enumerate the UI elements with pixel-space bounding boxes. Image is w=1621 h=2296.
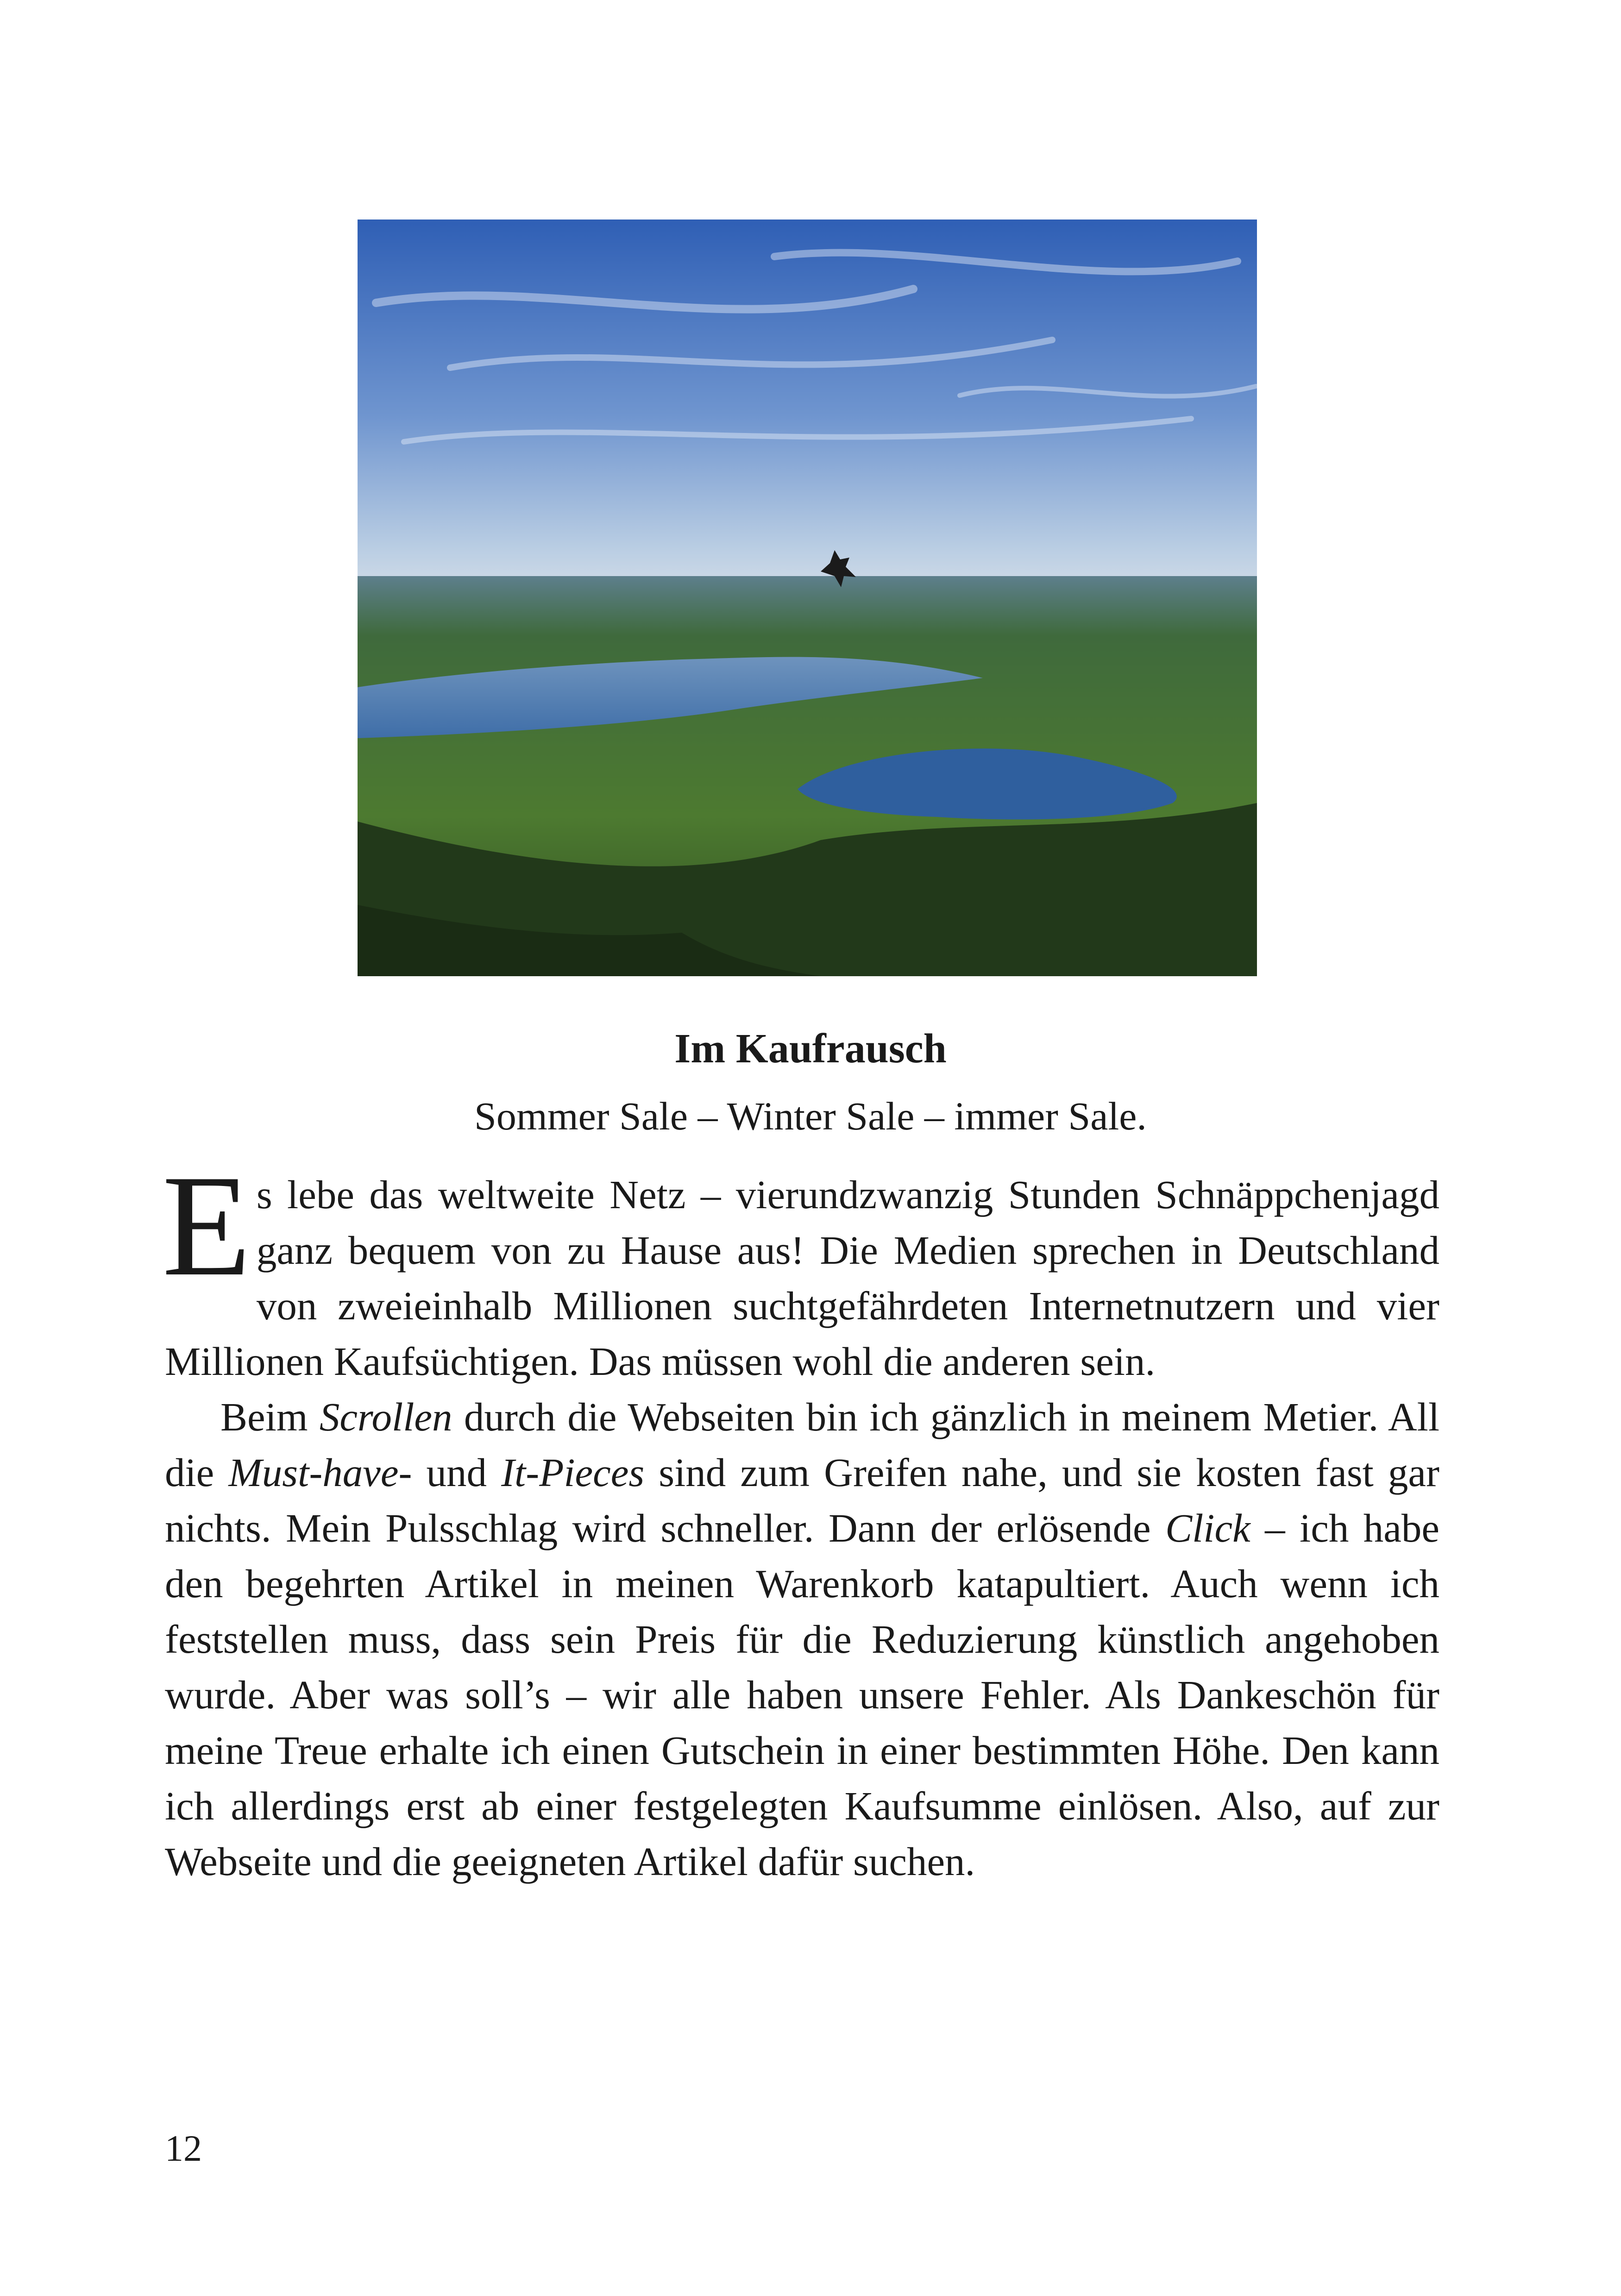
page-number: 12 [165,2128,202,2169]
drop-cap: E [162,1145,251,1306]
text-segment: – ich habe den begehrten Artikel in meinen Warenkorb katapultiert. Auch wenn ich feststellen muss, dass sein Preis für die Reduzierung künstlich angehoben wurde. Aber was soll’s – wir alle haben unsere Fehler. Als Dankeschön für meine Treue erhalte ich einen Gutschein in einer bestimmten Höhe. Den kann ich allerdings erst ab einer festgelegten Kaufsumme einlösen. Also, auf zur Webseite und die geeigneten Artikel dafür suchen. [165,1506,1439,1884]
text-segment: sind zum Greifen nahe, und sie kosten fast gar nichts. Mein Pulsschlag wird schneller. Dann der erlösende [165,1450,1439,1550]
paragraph-1 [162,1145,1439,1389]
text-segment: Beim [220,1394,320,1439]
italic-term: It-Pieces [501,1450,645,1495]
italic-term: Click [1165,1506,1250,1550]
paragraph-1-text: s lebe das weltweite Netz – vierundzwanzig Stunden Schnäppchenjagd ganz bequem von zu Hause aus! Die Medien sprechen in Deutschland von zweieinhalb Millionen suchtgefährdeten Internetnutzern und vier Millionen Kaufsüchtigen. Das müssen wohl die anderen sein. [165,1172,1439,1384]
chapter-title: Im Kaufrausch [674,1026,947,1072]
chapter-subtitle: Sommer Sale – Winter Sale – immer Sale. [474,1094,1147,1138]
paragraph-2 [165,1389,1439,1889]
text-segment: - und [398,1450,502,1495]
landscape-photo [358,220,1257,976]
text-segment: durch die Webseiten bin ich gänzlich in meinem Metier. All die [165,1394,1439,1495]
landscape-photo-image [358,220,1257,976]
italic-term: Scrollen [319,1394,452,1439]
italic-term: Must-have [228,1450,399,1495]
body-text [162,1145,1439,1889]
